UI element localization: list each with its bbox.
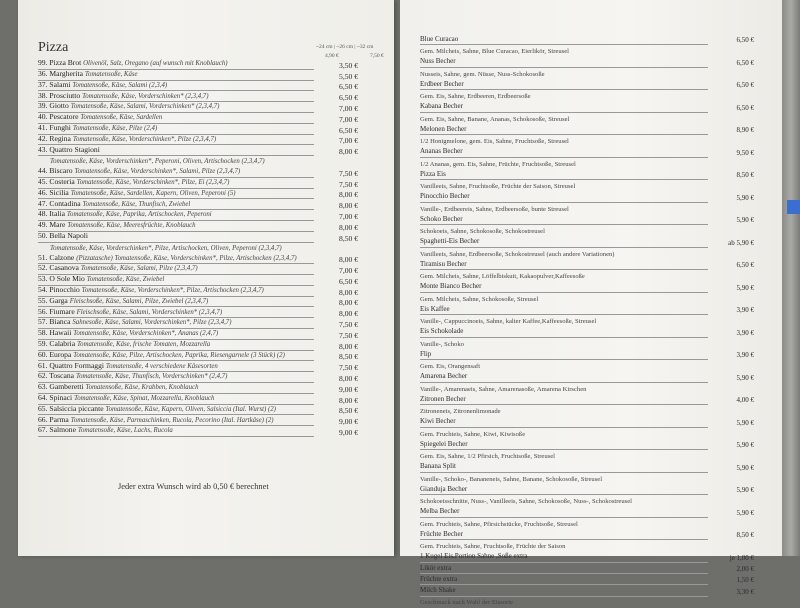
blue-tab-marker <box>787 200 800 214</box>
pizza-name: 59. Calabria <box>38 339 76 349</box>
pizza-price: 8,00 € <box>339 287 358 297</box>
dessert-label: 1/2 Ananas, gem. Eis, Sahne, Früchte, Fruchtsoße, Streusel <box>420 160 576 168</box>
pizza-price: 7,00 € <box>339 265 358 275</box>
pizza-item-label <box>38 296 314 308</box>
pizza-description: Tomatensoße, Käse, Sardellen, Kapern, Oliven, Peperoni (5) <box>70 189 236 197</box>
dessert-item <box>420 417 754 428</box>
pizza-price: 5,50 € <box>339 71 358 81</box>
extra-wish-note: Jeder extra Wunsch wird ab 0,50 € berechnet <box>118 482 269 491</box>
pizza-price: 7,00 € <box>339 136 358 146</box>
dessert-item <box>420 585 754 596</box>
pizza-item-label <box>38 134 314 146</box>
pizza-description: Tomatensoße, Käse, Vorderschinken*, Pilze, Artischocken, Oliven, Peperoni (2,3,4,7) <box>50 244 282 252</box>
dessert-label: Gem. Fruchteis, Sahne, Pfirsichstücke, Fruchtsoße, Streusel <box>420 520 578 528</box>
dessert-label: Gem. Eis, Orangensaft <box>420 363 481 370</box>
pizza-name: 54. Pinocchio <box>38 285 80 295</box>
pizza-description: Tomatensoße, Käse, Meeresfrüchte, Knoblauch <box>67 222 196 230</box>
pizza-item-label <box>38 371 314 383</box>
pizza-name: 61. Quattro Formaggi <box>38 360 105 370</box>
pizza-price: 8,00 € <box>339 201 358 211</box>
pizza-price: 7,00 € <box>339 114 358 124</box>
dessert-description <box>420 315 754 326</box>
pizza-description: Fleischsoße, Käse, Salami, Vorderschinken* (2,3,4,7) <box>76 308 223 316</box>
pizza-name: 40. Pescatore <box>38 112 79 122</box>
dessert-item <box>420 79 754 90</box>
pizza-item-label <box>38 80 314 92</box>
pizza-name: 49. Mare <box>38 220 66 230</box>
dessert-item <box>420 259 754 270</box>
dessert-label: Früchte Becher <box>420 530 708 541</box>
dessert-label: Gem. Eis, Sahne, Banane, Ananas, Schokosoße, Streusel <box>420 115 570 123</box>
pizza-item-label <box>38 361 314 373</box>
pizza-name: 55. Garga <box>38 295 68 305</box>
pizza-price: 8,00 € <box>339 255 358 265</box>
pizza-name: 37. Salami <box>38 79 71 89</box>
dessert-item <box>420 102 754 113</box>
dessert-label: Gem. Eis, Sahne, 1/2 Pfirsich, Fruchtsoße, Streusel <box>420 453 555 460</box>
dessert-label: Nusseis, Sahne, gem. Nüsse, Nuss-Schokosoße <box>420 70 545 78</box>
pizza-item-label <box>38 307 314 319</box>
pizza-item-label <box>38 69 314 81</box>
dessert-label: Gem. Milcheis, Sahne, Blue Curacao, Eierlikör, Streusel <box>420 48 569 55</box>
pizza-description: Tomatensoße, Käse, Thunfisch, Vorderschinken* (2,4,7) <box>75 373 228 381</box>
dessert-label: Kiwi Becher <box>420 417 708 428</box>
pizza-item <box>38 232 358 243</box>
dessert-label: Vanilleeis, Sahne, Erdbeersoße, Schokostreusel (auch andere Variationen) <box>420 250 615 258</box>
dessert-price: 2,00 € <box>736 565 754 573</box>
pizza-description: Tomatensoße, Käse, Vorderschinken*, Pilze (2,3,4,7) <box>72 135 217 143</box>
pizza-price: 7,00 € <box>339 103 358 113</box>
dessert-description <box>420 338 754 349</box>
pizza-item-label <box>38 231 314 243</box>
pizza-name: 46. Sicilia <box>38 187 69 197</box>
pizza-item-label <box>38 350 314 362</box>
dessert-description <box>420 180 754 191</box>
pizza-description: Fleischsoße, Käse, Salami, Pilze, Zwiebel (2,3,4,7) <box>69 297 209 305</box>
dessert-label: Kabana Becher <box>420 102 708 113</box>
dessert-price: 6,50 € <box>736 58 754 67</box>
pizza-name: 99. Pizza Brot <box>38 58 82 68</box>
pizza-description: Tomatensoße, Käse, Krabben, Knoblauch <box>85 384 199 392</box>
dessert-description <box>420 158 754 169</box>
pizza-item-label <box>38 101 314 113</box>
dessert-item <box>420 327 754 338</box>
dessert-label: Banana Split <box>420 462 708 473</box>
pizza-description: Tomatensoße, Käse, Parmaschinken, Rucola, Pecorino (Ital. Hartkäse) (2) <box>70 416 274 424</box>
dessert-price: 4,00 € <box>736 396 754 405</box>
dessert-price: 5,90 € <box>736 508 754 517</box>
pizza-description: Olivenöl, Salz, Oregano (auf wunsch mit Knoblauch) <box>83 60 228 68</box>
dessert-description <box>420 360 754 371</box>
pizza-name: 44. Biscaro <box>38 166 73 176</box>
pizza-description: Tomatensoße, Käse, Spinat, Mozzarella, Knoblauch <box>74 395 215 402</box>
pizza-description: (Pizzatasche) Tomatensoße, Käse, Vorderschinken*, Pilze, Artischocken (2,3,4,7) <box>76 254 297 262</box>
dessert-item <box>420 237 754 248</box>
pizza-description: Tomatensoße, Käse, Salami, Vorderschinken* (2,3,4,7) <box>70 103 220 111</box>
dessert-item <box>420 552 754 563</box>
dessert-label: Zitronen Becher <box>420 395 708 406</box>
dessert-label: Schokoeisschnitte, Nuss-, Vanilleeis, Sahne, Schokosoße, Nuss-, Schokostreusel <box>420 498 632 505</box>
dessert-price: 8,90 € <box>736 126 754 135</box>
pizza-name: 63. Gamberetti <box>38 382 84 392</box>
pizza-name: 52. Casanova <box>38 263 79 273</box>
pizza-item-label <box>38 317 314 329</box>
dessert-description <box>420 293 754 304</box>
dessert-label: Geschmack nach Wahl der Eissorte <box>420 599 514 607</box>
pizza-price: 8,00 € <box>339 373 358 383</box>
pizza-item-label <box>38 58 314 70</box>
pizza-item-label <box>38 177 314 189</box>
dessert-description <box>420 405 754 416</box>
pizza-name: 42. Regina <box>38 133 71 143</box>
dessert-price: 6,50 € <box>736 261 754 270</box>
dessert-item <box>420 462 754 473</box>
pizza-name: 36. Margherita <box>38 69 83 79</box>
pizza-description: Tomatensoße, Käse, Pilze (2,4) <box>72 125 158 133</box>
pizza-description: Tomatensoße, Käse, Vorderschinken*, Pilze, Artischocken (2,3,4,7) <box>81 287 264 295</box>
dessert-price: 3,90 € <box>736 328 754 337</box>
pizza-name: 64. Spinaci <box>38 393 73 402</box>
pizza-price: 8,00 € <box>339 190 358 200</box>
dessert-label: Vanille-, Schoko <box>420 340 464 348</box>
pizza-name: 50. Bella Napoli <box>38 231 88 241</box>
pizza-name: 66. Parma <box>38 414 69 424</box>
dessert-price: 5,90 € <box>736 373 754 382</box>
dessert-label: Likör extra <box>420 564 708 575</box>
pizza-name: 56. Fiumare <box>38 306 75 316</box>
pizza-name: 67. Salmone <box>38 425 76 435</box>
dessert-label: Vanille-, Cappuccinoeis, Sahne, kalter Kaffee,Kaffeesoße, Streusel <box>420 318 597 325</box>
pizza-section-title: Pizza <box>38 40 69 55</box>
pizza-name: 62. Toscana <box>38 371 75 381</box>
dessert-label: Früchte extra <box>420 575 708 586</box>
dessert-label: Eis Kaffee <box>420 305 708 316</box>
pizza-item-label <box>38 123 314 135</box>
pizza-name: 57. Bianca <box>38 317 71 327</box>
pizza-price: 7,50 € <box>339 168 358 178</box>
pizza-description: Sahnesoße, Käse, Salami, Vorderschinken*, Pilze (2,3,4,7) <box>72 319 232 327</box>
dessert-label: Flip <box>420 350 708 361</box>
dessert-label: Pizza Eis <box>420 170 708 181</box>
pizza-item-label <box>38 415 314 427</box>
pizza-price: 8,00 € <box>339 298 358 308</box>
dessert-price: 5,90 € <box>736 193 754 202</box>
pizza-description: Tomatensoße, Käse, Zwiebel <box>86 276 165 284</box>
dessert-description <box>420 68 754 79</box>
dessert-label: Vanille-, Schoko-, Bananeneis, Sahne, Banane, Schokosoße, Streusel <box>420 475 603 483</box>
pizza-item-label <box>38 199 314 211</box>
pizza-item-label <box>38 112 314 124</box>
dessert-label: Schokoeis, Sahne, Schokosoße, Schokostreusel <box>420 228 545 235</box>
dessert-item <box>420 214 754 225</box>
pizza-item <box>38 426 358 437</box>
dessert-description <box>420 248 754 259</box>
dessert-description <box>420 90 754 101</box>
pizza-item-label <box>38 285 314 297</box>
dessert-description <box>420 113 754 124</box>
pizza-price: 8,00 € <box>339 341 358 351</box>
pizza-name: 65. Salsiccia piccante <box>38 403 104 413</box>
dessert-label: Vanilleeis, Sahne, Fruchtsoße, Früchte der Saison, Streusel <box>420 183 576 190</box>
pizza-description: Tomatensoße, Käse, Vorderschinken* (2,3,4,7) <box>82 92 209 100</box>
pizza-item <box>38 145 358 156</box>
pizza-price: 7,50 € <box>339 179 358 189</box>
pizza-price: 7,50 € <box>339 330 358 340</box>
dessert-label: Gem. Fruchteis, Sahne, Kiwi, Kiwisoße <box>420 430 526 438</box>
pizza-item-label <box>38 188 314 200</box>
pizza-price: 8,50 € <box>339 352 358 362</box>
dessert-item <box>420 57 754 68</box>
pizza-name: 58. Hawaii <box>38 328 72 338</box>
pizza-price: 6,50 € <box>339 93 358 103</box>
pizza-description: Tomatensoße, 4 verschiedene Käsesorten <box>105 362 218 370</box>
pizza-name: 47. Contadina <box>38 198 81 208</box>
dessert-price: 5,90 € <box>736 463 754 472</box>
dessert-label: Ananas Becher <box>420 147 708 158</box>
dessert-item <box>420 372 754 383</box>
dessert-label: Gem. Milcheis, Sahne, Löffelbiskuit, Kakaopulver,Kaffeesoße <box>420 273 585 280</box>
dessert-price: 3,30 € <box>736 587 754 596</box>
pizza-price: 8,00 € <box>339 309 358 319</box>
pizza-item-label <box>38 253 314 265</box>
pizza-name: 38. Prosciutto <box>38 90 81 100</box>
pizza-list <box>38 59 358 437</box>
dessert-label: Amarena Becher <box>420 372 708 383</box>
dessert-price: 5,90 € <box>736 283 754 292</box>
pizza-description: Tomatensoße, Käse, Thunfisch, Zwiebel <box>82 200 191 208</box>
size-header: ~24 cm | ~26 cm | ~32 cm <box>316 44 374 50</box>
pizza-price: 3,50 € <box>339 60 358 70</box>
pizza-description: Tomatensoße, Käse, Kapern, Oliven, Salsiccia (Ital. Wurst) (2) <box>105 405 276 413</box>
dessert-description <box>420 225 754 236</box>
pizza-price: 8,50 € <box>339 233 358 243</box>
dessert-list <box>420 34 754 608</box>
pizza-description: Tomatensoße, Käse, Lachs, Rucola <box>77 427 173 435</box>
pizza-name: 43. Quattro Stagioni <box>38 144 100 154</box>
pizza-price: 8,00 € <box>339 147 358 157</box>
dessert-item <box>420 192 754 203</box>
pizza-price: 6,50 € <box>339 82 358 92</box>
pizza-name: 48. Italia <box>38 209 65 219</box>
pizza-description: Tomatensoße, Käse, Sardellen <box>80 114 163 122</box>
dessert-label: Spaghetti-Eis Becher <box>420 237 708 248</box>
dessert-item <box>420 529 754 540</box>
dessert-price: 6,50 € <box>736 36 754 45</box>
dessert-item <box>420 124 754 135</box>
dessert-label: Vanille-, Amarenaeis, Sahne, Amarenasoße, Amarena Kirschen <box>420 385 587 393</box>
dessert-price: 3,90 € <box>736 351 754 360</box>
pizza-price: 8,00 € <box>339 222 358 232</box>
dessert-label: Milch Shake <box>420 586 708 597</box>
dessert-price: 1,50 € <box>736 576 754 585</box>
pizza-item-label <box>38 166 314 178</box>
pizza-price: 7,00 € <box>339 211 358 221</box>
pizza-item-label <box>38 425 314 437</box>
pizza-name: 51. Calzone <box>38 252 75 262</box>
dessert-description <box>420 428 754 439</box>
dessert-label: Nuss Becher <box>420 57 708 68</box>
pizza-item-label <box>38 274 314 286</box>
dessert-item <box>420 34 754 45</box>
pizza-price: 6,50 € <box>339 125 358 135</box>
dessert-price: 5,90 € <box>736 418 754 427</box>
dessert-label: Melonen Becher <box>420 125 708 136</box>
dessert-price: 8,50 € <box>736 531 754 540</box>
dessert-label: Tiramisu Becher <box>420 260 708 271</box>
dessert-item <box>420 394 754 405</box>
dessert-price: 6,50 € <box>736 81 754 90</box>
pizza-description: Tomatensoße, Käse, Vorderschinken*, Peperoni, Oliven, Artischocken (2,3,4,7) <box>50 158 265 166</box>
dessert-label: Zitroneneis, Zitronenlimonade <box>420 408 501 415</box>
dessert-item <box>420 349 754 360</box>
pizza-price: 7,50 € <box>339 363 358 373</box>
pizza-description: Tomatensoße, Käse, frische Tomaten, Mozzarella <box>77 341 211 349</box>
dessert-price: je 1,00 € <box>729 553 754 562</box>
dessert-price: 3,90 € <box>736 306 754 315</box>
dessert-label: Erdbeer Becher <box>420 80 708 91</box>
pizza-item-label <box>38 339 314 351</box>
dessert-label: 1 Kugel Eis,Portion Sahne ,Soße extra <box>420 552 708 563</box>
pizza-item-label <box>38 263 314 275</box>
dessert-label: Eis Schokolade <box>420 327 708 338</box>
dessert-label: Gianduja Becher <box>420 485 708 496</box>
dessert-description <box>420 203 754 214</box>
pizza-item-label <box>38 382 314 394</box>
pizza-description: Tomatensoße, Käse, Pilze, Artischocken, Paprika, Riesengarnele (3 Stück) (2) <box>73 351 285 359</box>
dessert-item <box>420 147 754 158</box>
dessert-description <box>420 597 754 608</box>
dessert-description <box>420 135 754 146</box>
dessert-item <box>420 169 754 180</box>
pizza-price: 9,00 € <box>339 417 358 427</box>
dessert-price: 5,90 € <box>736 486 754 495</box>
pizza-description: Tomatensoße, Käse, Vorderschinken*, Ananas (2,4,7) <box>73 330 219 338</box>
dessert-item <box>420 282 754 293</box>
pizza-name: 41. Funghi <box>38 123 71 133</box>
dessert-description <box>420 473 754 484</box>
dessert-price: 9,50 € <box>736 148 754 157</box>
pizza-price: 9,00 € <box>339 427 358 437</box>
pizza-name: 60. Europa <box>38 349 72 359</box>
dessert-label: Gem. Eis, Sahne, Erdbeeren, Erdbeersoße <box>420 93 531 100</box>
price-header-large: 7,50 € <box>370 53 384 59</box>
dessert-price: 8,50 € <box>736 171 754 180</box>
pizza-description: Tomatensoße, Käse, Vorderschinken*, Salami, Pilze (2,3,4,7) <box>74 168 241 176</box>
pizza-item-label <box>38 91 314 103</box>
pizza-description: Tomatensoße, Käse, Vorderschinken*, Pilze, Ei (2,3,4,7) <box>76 179 230 187</box>
dessert-label: Pinocchio Becher <box>420 192 708 203</box>
dessert-description <box>420 450 754 461</box>
pizza-description: Tomatensoße, Käse, Salami (2,3,4) <box>72 81 168 89</box>
dessert-description <box>420 383 754 394</box>
dessert-item <box>420 484 754 495</box>
dessert-item <box>420 507 754 518</box>
pizza-item-label <box>38 328 314 340</box>
dessert-label: Schoko Becher <box>420 215 708 226</box>
pizza-price: 9,00 € <box>339 384 358 394</box>
pizza-item-label <box>38 393 314 405</box>
dessert-description <box>420 270 754 281</box>
pizza-description: Tomatensoße, Käse, Salami, Pilze (2,3,4,7) <box>80 265 198 273</box>
dessert-description <box>420 518 754 529</box>
pizza-price: 8,00 € <box>339 395 358 405</box>
pizza-price: 8,50 € <box>339 406 358 416</box>
dessert-label: Melba Becher <box>420 507 708 518</box>
pizza-description: Tomatensoße, Käse <box>84 71 138 79</box>
pizza-name: 39. Giotto <box>38 101 69 111</box>
dessert-description <box>420 540 754 551</box>
pizza-item-label <box>38 145 314 157</box>
dessert-item <box>420 304 754 315</box>
dessert-label: Vanille-, Erdbeereis, Sahne, Erdbeersoße, bunte Streusel <box>420 205 569 213</box>
price-header-small: 4,90 € <box>325 53 339 59</box>
pizza-price: 6,50 € <box>339 276 358 286</box>
dessert-price: 5,90 € <box>736 216 754 225</box>
pizza-description: Tomatensoße, Käse, Paprika, Artischocken, Peperoni <box>66 211 212 219</box>
pizza-item-label <box>38 220 314 232</box>
dessert-label: Blue Curacao <box>420 35 708 46</box>
pizza-price: 7,50 € <box>339 319 358 329</box>
dessert-item <box>420 563 754 574</box>
pizza-name: 53. O Sole Mio <box>38 274 85 284</box>
dessert-price: ab 5,90 € <box>728 238 754 247</box>
dessert-label: Spiegelei Becher <box>420 440 708 451</box>
dessert-description <box>420 495 754 506</box>
pizza-item-label <box>38 209 314 221</box>
dessert-label: 1/2 Honigmelone, gem. Eis, Sahne, Fruchtsoße, Streusel <box>420 138 569 145</box>
dessert-label: Monte Bianco Becher <box>420 282 708 293</box>
dessert-price: 5,90 € <box>736 441 754 450</box>
pizza-item-label <box>38 404 314 416</box>
page-edge <box>782 0 800 556</box>
dessert-item <box>420 574 754 585</box>
dessert-price: 6,50 € <box>736 103 754 112</box>
dessert-label: Gem. Fruchteis, Sahne, Fruchtsoße, Früchte der Saison <box>420 543 566 550</box>
dessert-label: Gem. Milcheis, Sahne, Schokosoße, Streusel <box>420 295 539 303</box>
dessert-item <box>420 439 754 450</box>
dessert-description <box>420 45 754 56</box>
pizza-name: 45. Costeria <box>38 177 75 187</box>
